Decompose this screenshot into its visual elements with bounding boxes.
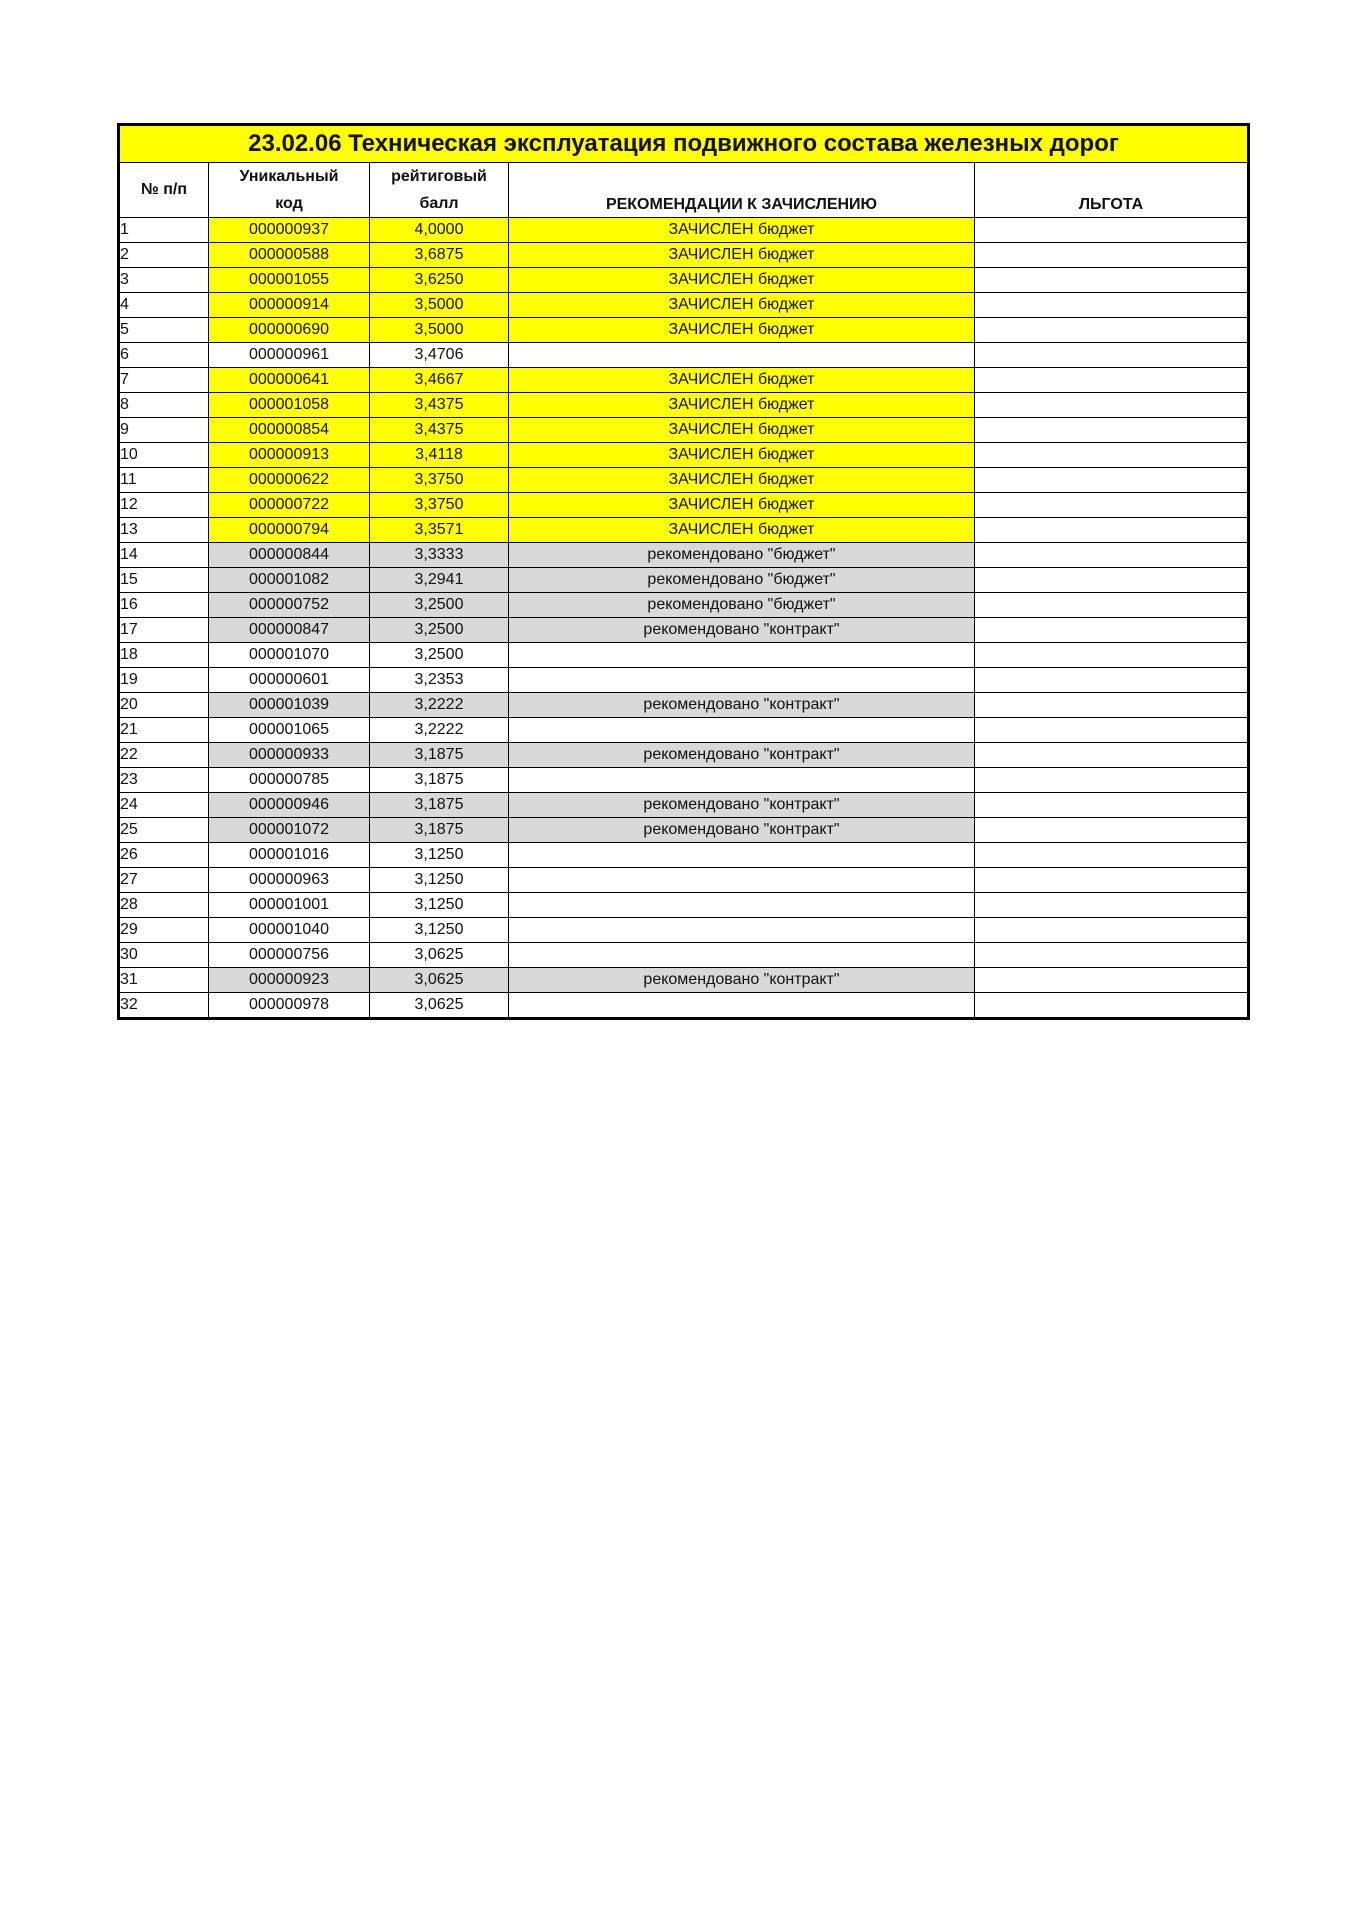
row-number-cell: 18 <box>119 643 209 668</box>
rating-score-cell: 3,1875 <box>370 793 509 818</box>
row-number-cell: 15 <box>119 568 209 593</box>
row-number-cell: 6 <box>119 343 209 368</box>
rating-score-cell: 3,1250 <box>370 868 509 893</box>
table-row <box>119 568 1249 593</box>
unique-code-cell: 000000588 <box>209 243 370 268</box>
row-number-cell: 16 <box>119 593 209 618</box>
table-row <box>119 543 1249 568</box>
rating-sheet <box>117 123 1247 1020</box>
benefit-cell <box>975 318 1249 343</box>
row-number-cell: 14 <box>119 543 209 568</box>
benefit-cell <box>975 943 1249 968</box>
recommendation-cell <box>509 843 975 868</box>
unique-code-cell: 000000937 <box>209 218 370 243</box>
rating-score-cell: 4,0000 <box>370 218 509 243</box>
rating-score-cell: 3,1250 <box>370 918 509 943</box>
rating-score-cell: 3,4375 <box>370 418 509 443</box>
rating-score-cell: 3,1875 <box>370 768 509 793</box>
unique-code-cell: 000001082 <box>209 568 370 593</box>
row-number-cell: 4 <box>119 293 209 318</box>
table-body <box>119 218 1249 1019</box>
benefit-cell <box>975 468 1249 493</box>
table-row <box>119 293 1249 318</box>
table-row <box>119 318 1249 343</box>
rating-score-cell: 3,2500 <box>370 618 509 643</box>
rating-score-cell: 3,5000 <box>370 293 509 318</box>
table-row <box>119 743 1249 768</box>
table-row <box>119 493 1249 518</box>
benefit-cell <box>975 568 1249 593</box>
recommendation-cell: рекомендовано "контракт" <box>509 968 975 993</box>
row-number-cell: 10 <box>119 443 209 468</box>
row-number-cell: 17 <box>119 618 209 643</box>
recommendation-cell: ЗАЧИСЛЕН бюджет <box>509 243 975 268</box>
benefit-cell <box>975 418 1249 443</box>
row-number-cell: 3 <box>119 268 209 293</box>
recommendation-cell: рекомендовано "контракт" <box>509 693 975 718</box>
row-number-cell: 29 <box>119 918 209 943</box>
table-row <box>119 943 1249 968</box>
benefit-cell <box>975 443 1249 468</box>
row-number-cell: 26 <box>119 843 209 868</box>
table-row <box>119 843 1249 868</box>
unique-code-cell: 000000978 <box>209 993 370 1019</box>
table-row <box>119 368 1249 393</box>
benefit-cell <box>975 868 1249 893</box>
benefit-cell <box>975 393 1249 418</box>
benefit-cell <box>975 918 1249 943</box>
unique-code-cell: 000000622 <box>209 468 370 493</box>
row-number-cell: 28 <box>119 893 209 918</box>
unique-code-cell: 000001058 <box>209 393 370 418</box>
benefit-cell <box>975 493 1249 518</box>
recommendation-cell: рекомендовано "бюджет" <box>509 593 975 618</box>
table-row <box>119 768 1249 793</box>
benefit-cell <box>975 718 1249 743</box>
unique-code-cell: 000001065 <box>209 718 370 743</box>
recommendation-cell: ЗАЧИСЛЕН бюджет <box>509 368 975 393</box>
table-row <box>119 668 1249 693</box>
row-number-cell: 31 <box>119 968 209 993</box>
table-row <box>119 893 1249 918</box>
table-title: 23.02.06 Техническая эксплуатация подвижного состава железных дорог <box>119 125 1249 163</box>
table-row <box>119 343 1249 368</box>
unique-code-cell: 000000923 <box>209 968 370 993</box>
row-number-cell: 1 <box>119 218 209 243</box>
rating-score-cell: 3,0625 <box>370 968 509 993</box>
row-number-cell: 7 <box>119 368 209 393</box>
rating-score-cell: 3,2353 <box>370 668 509 693</box>
recommendation-cell <box>509 943 975 968</box>
col-header-code-line2: код <box>275 195 303 212</box>
row-number-cell: 21 <box>119 718 209 743</box>
col-header-score <box>370 163 509 218</box>
row-number-cell: 2 <box>119 243 209 268</box>
unique-code-cell: 000000913 <box>209 443 370 468</box>
rating-score-cell: 3,2222 <box>370 693 509 718</box>
benefit-cell <box>975 243 1249 268</box>
recommendation-cell: ЗАЧИСЛЕН бюджет <box>509 468 975 493</box>
table-row <box>119 393 1249 418</box>
unique-code-cell: 000001016 <box>209 843 370 868</box>
recommendation-cell: рекомендовано "контракт" <box>509 743 975 768</box>
recommendation-cell: ЗАЧИСЛЕН бюджет <box>509 443 975 468</box>
recommendation-cell <box>509 668 975 693</box>
rating-score-cell: 3,2500 <box>370 643 509 668</box>
recommendation-cell: ЗАЧИСЛЕН бюджет <box>509 218 975 243</box>
row-number-cell: 13 <box>119 518 209 543</box>
col-header-code <box>209 163 370 218</box>
row-number-cell: 12 <box>119 493 209 518</box>
row-number-cell: 25 <box>119 818 209 843</box>
benefit-cell <box>975 843 1249 868</box>
unique-code-cell: 000000752 <box>209 593 370 618</box>
row-number-cell: 23 <box>119 768 209 793</box>
unique-code-cell: 000000756 <box>209 943 370 968</box>
row-number-cell: 11 <box>119 468 209 493</box>
rating-score-cell: 3,3750 <box>370 493 509 518</box>
benefit-cell <box>975 543 1249 568</box>
rating-score-cell: 3,3750 <box>370 468 509 493</box>
row-number-cell: 24 <box>119 793 209 818</box>
recommendation-cell <box>509 768 975 793</box>
row-number-cell: 22 <box>119 743 209 768</box>
table-row <box>119 643 1249 668</box>
rating-score-cell: 3,3571 <box>370 518 509 543</box>
table-row <box>119 793 1249 818</box>
rating-score-cell: 3,6250 <box>370 268 509 293</box>
unique-code-cell: 000000914 <box>209 293 370 318</box>
benefit-cell <box>975 593 1249 618</box>
unique-code-cell: 000001072 <box>209 818 370 843</box>
rating-score-cell: 3,4118 <box>370 443 509 468</box>
benefit-cell <box>975 793 1249 818</box>
recommendation-cell <box>509 868 975 893</box>
row-number-cell: 27 <box>119 868 209 893</box>
benefit-cell <box>975 818 1249 843</box>
unique-code-cell: 000000963 <box>209 868 370 893</box>
rating-score-cell: 3,0625 <box>370 943 509 968</box>
unique-code-cell: 000000722 <box>209 493 370 518</box>
row-number-cell: 5 <box>119 318 209 343</box>
table-row <box>119 418 1249 443</box>
rating-score-cell: 3,1250 <box>370 893 509 918</box>
unique-code-cell: 000001070 <box>209 643 370 668</box>
rating-score-cell: 3,0625 <box>370 993 509 1019</box>
header-row <box>119 163 1249 218</box>
benefit-cell <box>975 368 1249 393</box>
table-row <box>119 218 1249 243</box>
recommendation-cell: ЗАЧИСЛЕН бюджет <box>509 418 975 443</box>
benefit-cell <box>975 268 1249 293</box>
table-row <box>119 268 1249 293</box>
unique-code-cell: 000000641 <box>209 368 370 393</box>
unique-code-cell: 000000933 <box>209 743 370 768</box>
unique-code-cell: 000000844 <box>209 543 370 568</box>
rating-score-cell: 3,2500 <box>370 593 509 618</box>
recommendation-cell: ЗАЧИСЛЕН бюджет <box>509 518 975 543</box>
rating-score-cell: 3,1250 <box>370 843 509 868</box>
table-row <box>119 993 1249 1019</box>
recommendation-cell <box>509 343 975 368</box>
benefit-cell <box>975 893 1249 918</box>
recommendation-cell: рекомендовано "контракт" <box>509 818 975 843</box>
table-row <box>119 693 1249 718</box>
rating-score-cell: 3,3333 <box>370 543 509 568</box>
benefit-cell <box>975 668 1249 693</box>
unique-code-cell: 000001001 <box>209 893 370 918</box>
table-row <box>119 918 1249 943</box>
col-header-num: № п/п <box>119 163 209 218</box>
unique-code-cell: 000000961 <box>209 343 370 368</box>
table-row <box>119 593 1249 618</box>
recommendation-cell <box>509 718 975 743</box>
recommendation-cell: ЗАЧИСЛЕН бюджет <box>509 393 975 418</box>
row-number-cell: 8 <box>119 393 209 418</box>
row-number-cell: 30 <box>119 943 209 968</box>
unique-code-cell: 000000690 <box>209 318 370 343</box>
unique-code-cell: 000000601 <box>209 668 370 693</box>
recommendation-cell: ЗАЧИСЛЕН бюджет <box>509 268 975 293</box>
recommendation-cell <box>509 918 975 943</box>
benefit-cell <box>975 343 1249 368</box>
rating-score-cell: 3,4667 <box>370 368 509 393</box>
unique-code-cell: 000000785 <box>209 768 370 793</box>
table-row <box>119 243 1249 268</box>
row-number-cell: 32 <box>119 993 209 1019</box>
unique-code-cell: 000000847 <box>209 618 370 643</box>
recommendation-cell <box>509 893 975 918</box>
col-header-recommendation: РЕКОМЕНДАЦИИ К ЗАЧИСЛЕНИЮ <box>509 163 975 218</box>
unique-code-cell: 000001055 <box>209 268 370 293</box>
recommendation-cell: ЗАЧИСЛЕН бюджет <box>509 318 975 343</box>
benefit-cell <box>975 693 1249 718</box>
row-number-cell: 20 <box>119 693 209 718</box>
col-header-score-line2: балл <box>419 195 459 212</box>
unique-code-cell: 000001039 <box>209 693 370 718</box>
benefit-cell <box>975 218 1249 243</box>
recommendation-cell: рекомендовано "бюджет" <box>509 543 975 568</box>
table-row <box>119 443 1249 468</box>
col-header-score-line1: рейтиговый <box>391 168 487 185</box>
rating-score-cell: 3,2222 <box>370 718 509 743</box>
recommendation-cell: ЗАЧИСЛЕН бюджет <box>509 493 975 518</box>
benefit-cell <box>975 968 1249 993</box>
benefit-cell <box>975 293 1249 318</box>
benefit-cell <box>975 643 1249 668</box>
recommendation-cell: ЗАЧИСЛЕН бюджет <box>509 293 975 318</box>
rating-score-cell: 3,6875 <box>370 243 509 268</box>
benefit-cell <box>975 518 1249 543</box>
recommendation-cell: рекомендовано "контракт" <box>509 618 975 643</box>
table-row <box>119 968 1249 993</box>
row-number-cell: 9 <box>119 418 209 443</box>
table-row <box>119 718 1249 743</box>
table-row <box>119 868 1249 893</box>
table-row <box>119 518 1249 543</box>
table-row <box>119 818 1249 843</box>
unique-code-cell: 000000794 <box>209 518 370 543</box>
col-header-code-line1: Уникальный <box>239 168 339 185</box>
recommendation-cell: рекомендовано "бюджет" <box>509 568 975 593</box>
recommendation-cell <box>509 993 975 1019</box>
benefit-cell <box>975 768 1249 793</box>
benefit-cell <box>975 993 1249 1019</box>
unique-code-cell: 000001040 <box>209 918 370 943</box>
rating-score-cell: 3,4706 <box>370 343 509 368</box>
rating-score-cell: 3,4375 <box>370 393 509 418</box>
table-row <box>119 618 1249 643</box>
benefit-cell <box>975 618 1249 643</box>
table-row <box>119 468 1249 493</box>
recommendation-cell <box>509 643 975 668</box>
rating-score-cell: 3,5000 <box>370 318 509 343</box>
rating-score-cell: 3,1875 <box>370 818 509 843</box>
recommendation-cell: рекомендовано "контракт" <box>509 793 975 818</box>
rating-table <box>117 123 1250 1020</box>
unique-code-cell: 000000854 <box>209 418 370 443</box>
rating-score-cell: 3,1875 <box>370 743 509 768</box>
col-header-benefit: ЛЬГОТА <box>975 163 1249 218</box>
row-number-cell: 19 <box>119 668 209 693</box>
benefit-cell <box>975 743 1249 768</box>
rating-score-cell: 3,2941 <box>370 568 509 593</box>
unique-code-cell: 000000946 <box>209 793 370 818</box>
